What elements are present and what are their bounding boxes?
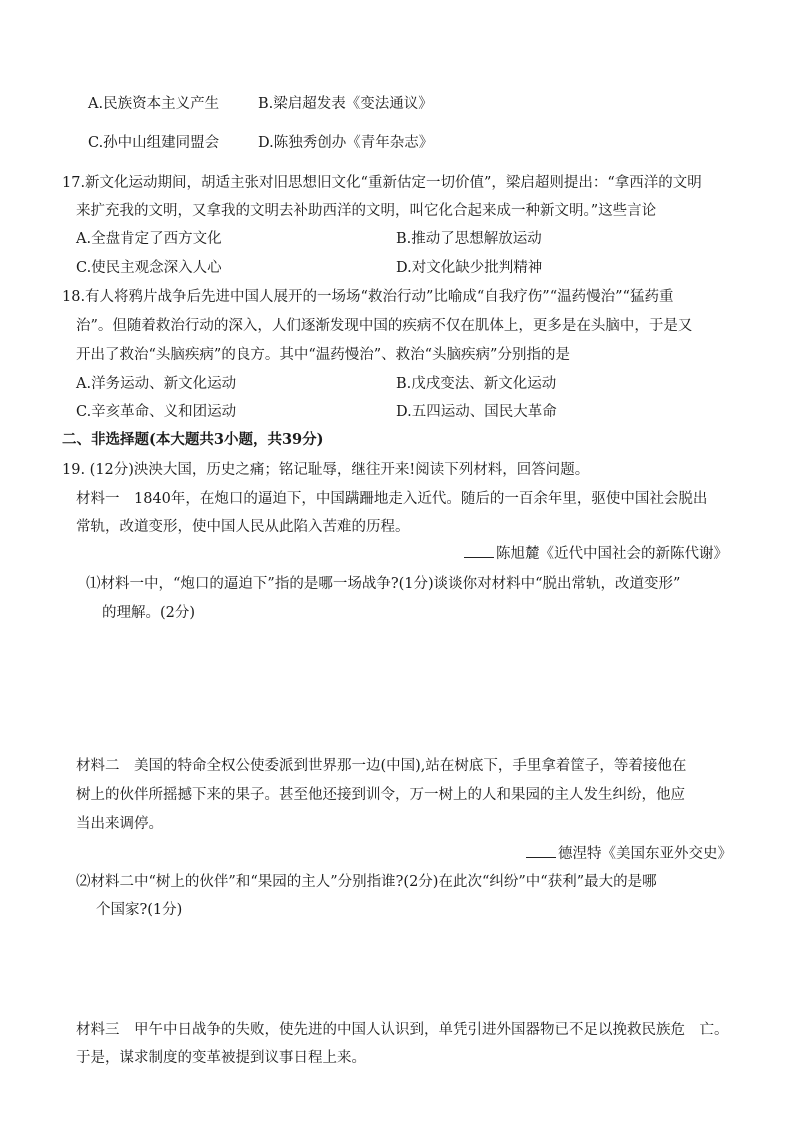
q18-option-d: D.五四运动、国民大革命 [396,404,557,420]
q17-option-d: D.对文化缺少批判精神 [396,260,543,276]
q18-option-a: A.洋务运动、新文化运动 [76,376,237,392]
source-dash [464,543,494,558]
q17-stem-line2: 来扩充我的文明，又拿我的文明去补助西洋的文明，叫它化合起来成一种新文明。”这些言论 [76,203,657,219]
material2-line2: 树上的伙伴所摇撼下来的果子。甚至他还接到训令，万一树上的人和果园的主人发生纠纷，他应 [76,787,685,803]
q17-option-a: A.全盘肯定了西方文化 [76,231,222,247]
q17-stem-line1: 17.新文化运动期间，胡适主张对旧思想旧文化“重新估定一切价值”，梁启超则提出：“拿西洋的文明 [62,175,702,191]
material2-line1: 材料二 美国的特命全权公使委派到世界那一边(中国),站在树底下，手里拿着筐子，等着接他在 [76,758,687,774]
material3-line1: 材料三 甲午中日战争的失败，使先进的中国人认识到，单凭引进外国器物已不足以挽救民族危 亡。 [76,1022,729,1038]
material1-line2: 常轨，改道变形，使中国人民从此陷入苦难的历程。 [76,519,410,535]
q18-option-b: B.戊戌变法、新文化运动 [396,376,557,392]
material2-line3: 当出来调停。 [76,816,163,832]
section-title: 二、非选择题(本大题共3小题，共39分) [62,431,324,448]
material1-source [464,543,728,564]
material2-source [526,843,732,864]
q17-option-b: B.推动了思想解放运动 [396,231,542,247]
q16-option-a: A.民族资本主义产生 [88,96,220,112]
q16-option-d: D.陈独秀创办《青年杂志》 [258,135,434,151]
q19-intro: 19. (12分)泱泱大国，历史之痛；铭记耻辱，继往开来!阅读下列材料，回答问题。 [62,462,590,478]
source-dash [526,843,556,858]
material1-source-text: 陈旭麓《近代中国社会的新陈代谢》 [496,546,728,562]
material3-line2: 于是，谋求制度的变革被提到议事日程上来。 [76,1050,366,1066]
q18-stem-line3: 开出了救治“头脑疾病”的良方。其中“温药慢治”、救治“头脑疾病”分别指的是 [76,347,570,363]
material1-line1: 材料一 1840年，在炮口的逼迫下，中国蹒跚地走入近代。随后的一百余年里，驱使中国社会脱出 [76,491,708,507]
q17-option-c: C.使民主观念深入人心 [76,260,222,276]
q16-option-c: C.孙中山组建同盟会 [88,135,220,151]
q16-option-b: B.梁启超发表《变法通议》 [258,96,433,112]
q18-stem-line1: 18.有人将鸦片战争后先进中国人展开的一场场“救治行动”比喻成“自我疗伤”“温药慢治”“猛药重 [62,289,674,305]
subquestion2-line2: 个国家?(1分) [96,902,183,918]
q18-option-c: C.辛亥革命、义和团运动 [76,404,237,420]
material2-source-text: 德涅特《美国东亚外交史》 [558,846,732,862]
subquestion1-line2: 的理解。(2分) [102,605,196,621]
subquestion1-line1: ⑴材料一中，“炮口的逼迫下”指的是哪一场战争?(1分)谈谈你对材料中“脱出常轨，改道变形” [86,576,681,592]
q18-stem-line2: 治”。但随着救治行动的深入，人们逐渐发现中国的疾病不仅在肌体上，更多是在头脑中，于是又 [76,318,693,334]
subquestion2-line1: ⑵材料二中“树上的伙伴”和“果园的主人”分别指谁?(2分)在此次“纠纷”中“获利”最大的是哪 [76,874,657,890]
